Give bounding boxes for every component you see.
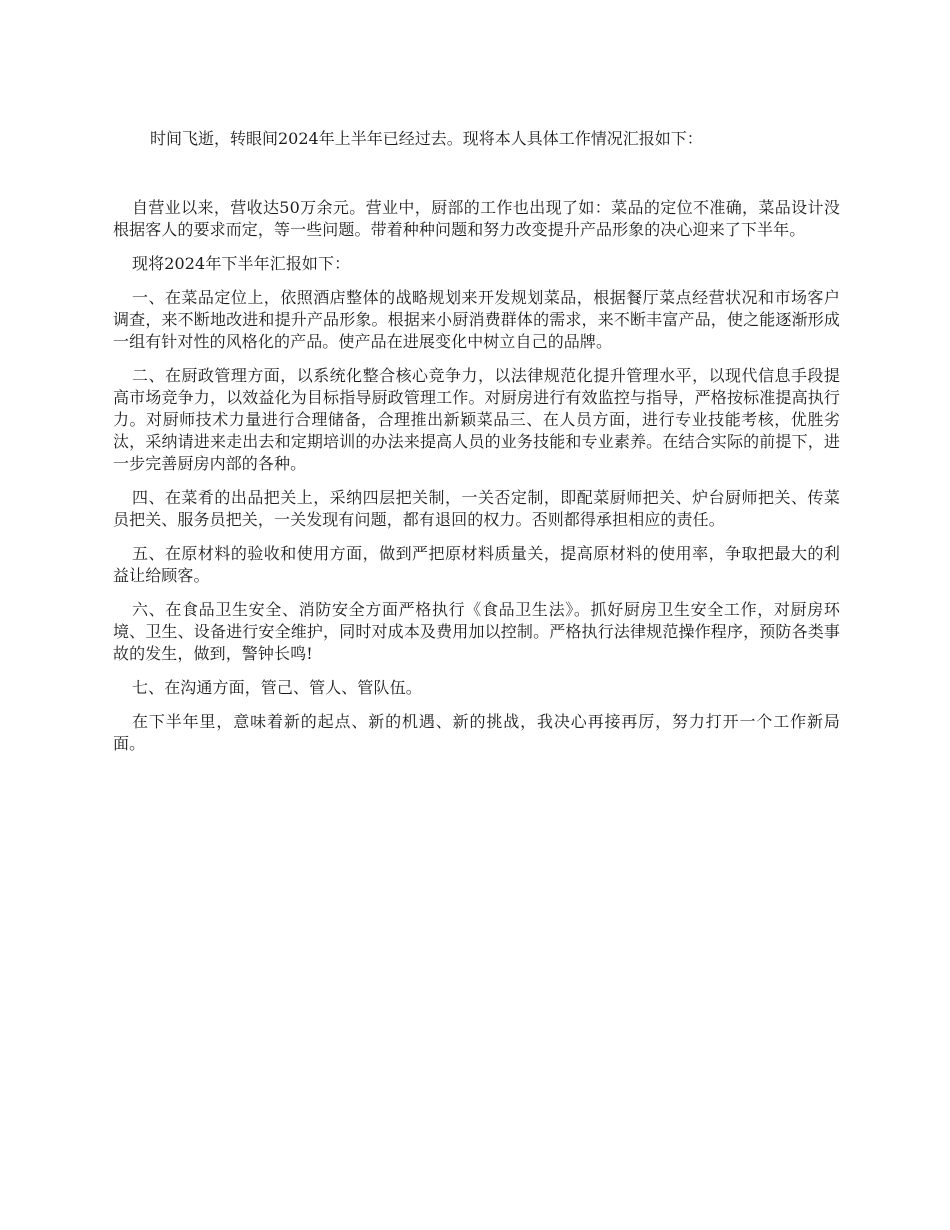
paragraph-item-5-raw-materials: 五、在原材料的验收和使用方面，做到严把原材料质量关，提高原材料的使用率，争取把最大的利益让给顾客。 bbox=[113, 544, 840, 585]
paragraph-item-2-kitchen-management: 二、在厨政管理方面，以系统化整合核心竞争力，以法律规范化提升管理水平，以现代信息手段提高市场竞争力，以效益化为目标指导厨政管理工作。对厨房进行有效监控与指导，严格按标准提高执行力。对厨师技术力量进行合理储备，合理推出新颖菜品三、在人员方面，进行专业技能考核，优胜劣汰，采纳请进来走出去和定期培训的办法来提高人员的业务技能和专业素养。在结合实际的前提下，进一步完善厨房内部的各种。 bbox=[113, 366, 840, 473]
intro-paragraph: 时间飞逝，转眼间2024年上半年已经过去。现将本人具体工作情况汇报如下： bbox=[150, 129, 703, 148]
paragraph-item-1-menu-positioning: 一、在菜品定位上，依照酒店整体的战略规划来开发规划菜品，根据餐厅菜点经营状况和市场客户调查，来不断地改进和提升产品形象。根据来小厨消费群体的需求，来不断丰富产品，使之能逐渐形成一组有针对性的风格化的产品。使产品在进展变化中树立自己的品牌。 bbox=[113, 288, 840, 351]
paragraph-item-7-communication: 七、在沟通方面，管己、管人、管队伍。 bbox=[132, 678, 422, 697]
paragraph-item-4-quality-control: 四、在菜肴的出品把关上，采纳四层把关制，一关否定制，即配菜厨师把关、炉台厨师把关、传菜员把关、服务员把关，一关发现有问题，都有退回的权力。否则都得承担相应的责任。 bbox=[113, 488, 840, 529]
paragraph-report-heading: 现将2024年下半年汇报如下： bbox=[132, 254, 351, 273]
paragraph-revenue-summary: 自营业以来，营收达50万余元。营业中，厨部的工作也出现了如：菜品的定位不准确，菜品设计没根据客人的要求而定，等一些问题。带着种种问题和努力改变提升产品形象的决心迎来了下半年。 bbox=[113, 198, 840, 239]
paragraph-closing: 在下半年里，意味着新的起点、新的机遇、新的挑战，我决心再接再厉，努力打开一个工作新局面。 bbox=[113, 712, 840, 753]
document-body bbox=[113, 197, 840, 767]
paragraph-item-6-food-safety: 六、在食品卫生安全、消防安全方面严格执行《食品卫生法》。抓好厨房卫生安全工作，对厨房环境、卫生、设备进行安全维护，同时对成本及费用加以控制。严格执行法律规范操作程序，预防各类事故的发生，做到，警钟长鸣! bbox=[113, 600, 840, 663]
